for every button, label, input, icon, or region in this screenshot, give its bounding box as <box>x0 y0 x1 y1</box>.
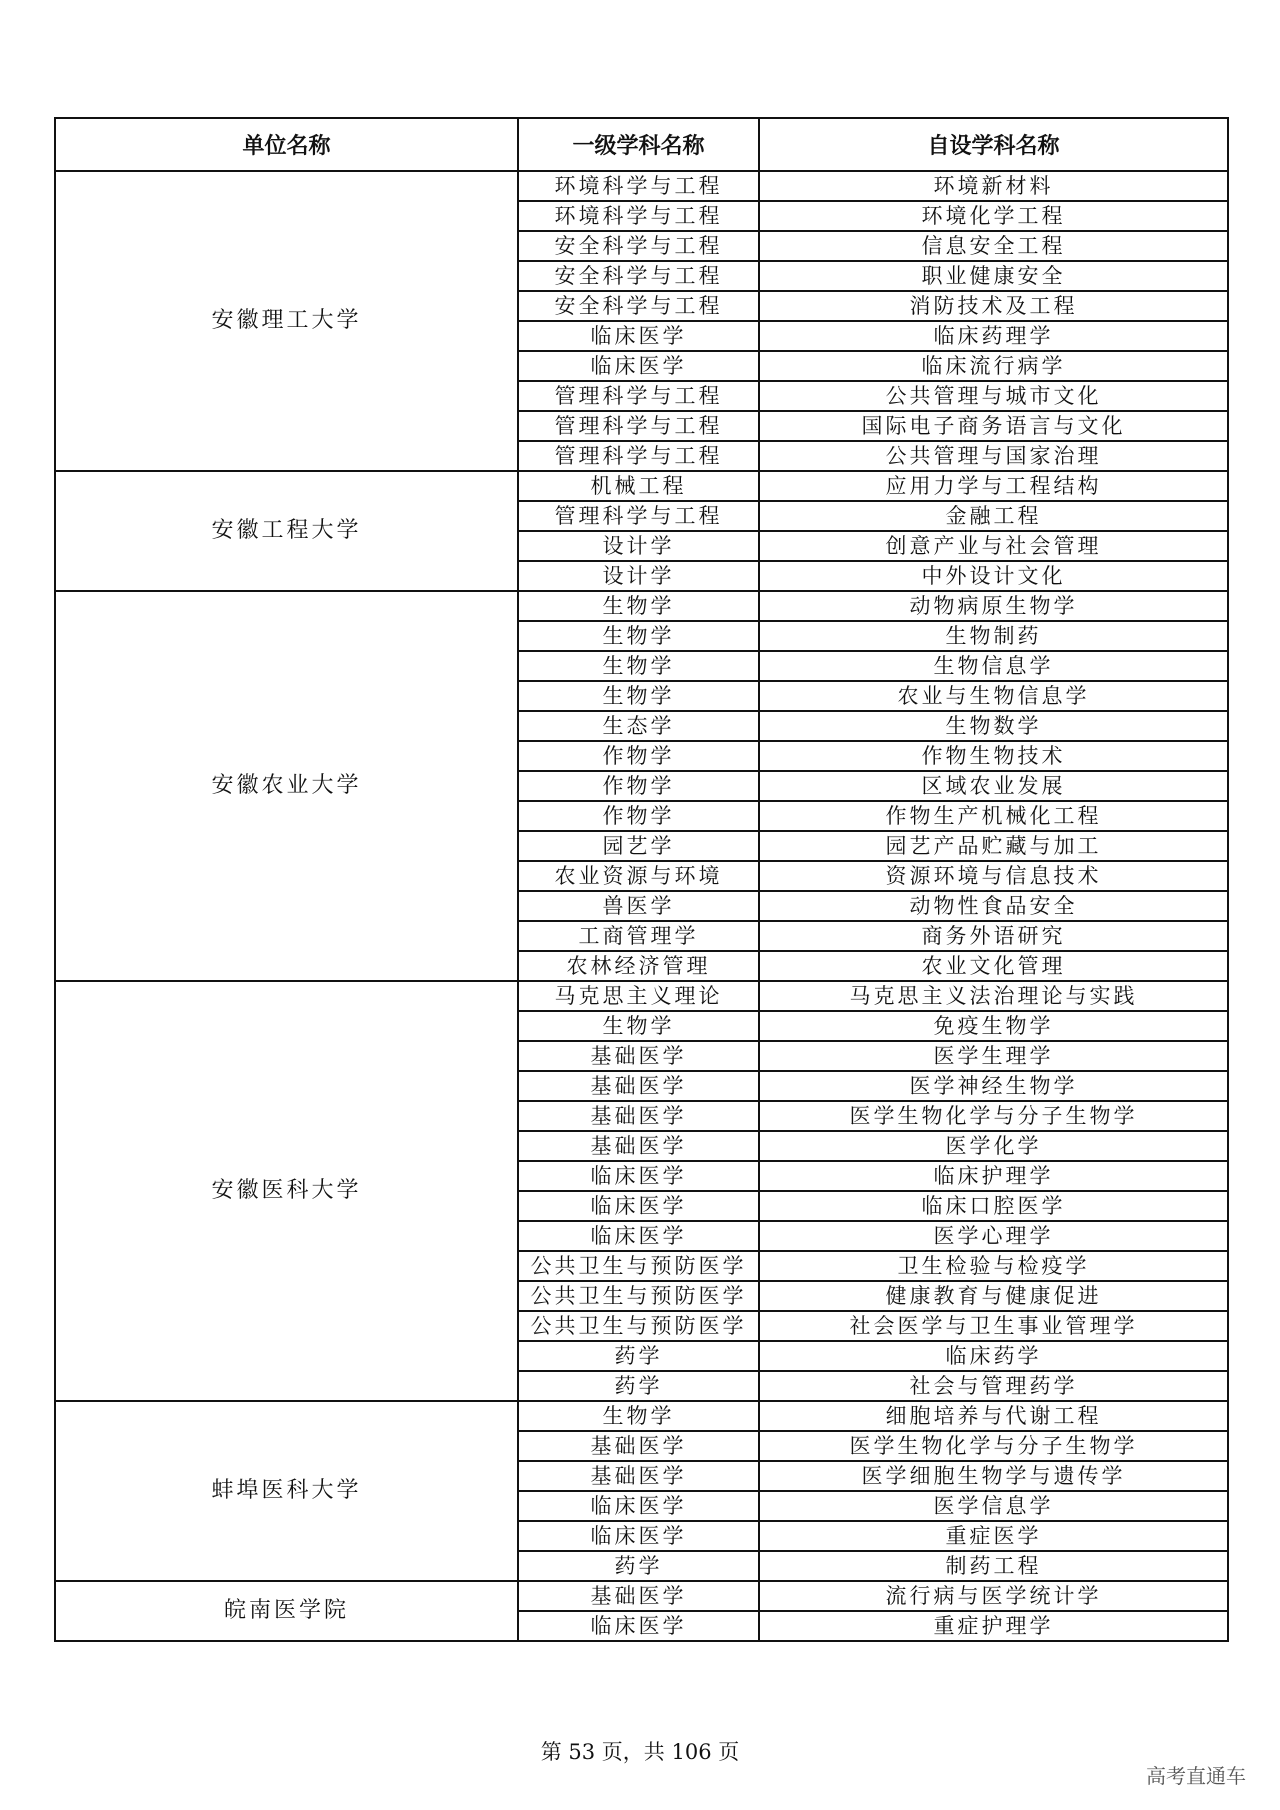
self-set-cell: 马克思主义法治理论与实践 <box>759 981 1228 1011</box>
first-level-cell: 生态学 <box>518 711 759 741</box>
self-set-cell: 农业文化管理 <box>759 951 1228 981</box>
self-set-cell: 公共管理与国家治理 <box>759 441 1228 471</box>
self-set-cell: 动物病原生物学 <box>759 591 1228 621</box>
first-level-cell: 基础医学 <box>518 1101 759 1131</box>
first-level-cell: 作物学 <box>518 771 759 801</box>
header-self-set: 自设学科名称 <box>759 118 1228 171</box>
self-set-cell: 信息安全工程 <box>759 231 1228 261</box>
first-level-cell: 设计学 <box>518 531 759 561</box>
self-set-cell: 商务外语研究 <box>759 921 1228 951</box>
self-set-cell: 生物数学 <box>759 711 1228 741</box>
first-level-cell: 管理科学与工程 <box>518 411 759 441</box>
self-set-cell: 健康教育与健康促进 <box>759 1281 1228 1311</box>
self-set-cell: 生物信息学 <box>759 651 1228 681</box>
first-level-cell: 临床医学 <box>518 1221 759 1251</box>
first-level-cell: 安全科学与工程 <box>518 231 759 261</box>
unit-name-cell: 皖南医学院 <box>55 1581 518 1641</box>
self-set-cell: 重症护理学 <box>759 1611 1228 1641</box>
self-set-cell: 作物生物技术 <box>759 741 1228 771</box>
first-level-cell: 公共卫生与预防医学 <box>518 1311 759 1341</box>
table-row <box>55 471 1228 501</box>
first-level-cell: 基础医学 <box>518 1131 759 1161</box>
table-row <box>55 1581 1228 1611</box>
self-set-cell: 免疫生物学 <box>759 1011 1228 1041</box>
self-set-cell: 临床口腔医学 <box>759 1191 1228 1221</box>
self-set-cell: 临床药学 <box>759 1341 1228 1371</box>
self-set-cell: 环境新材料 <box>759 171 1228 201</box>
self-set-cell: 卫生检验与检疫学 <box>759 1251 1228 1281</box>
first-level-cell: 临床医学 <box>518 351 759 381</box>
first-level-cell: 兽医学 <box>518 891 759 921</box>
unit-name-cell: 安徽农业大学 <box>55 591 518 981</box>
self-set-cell: 作物生产机械化工程 <box>759 801 1228 831</box>
self-set-cell: 医学生理学 <box>759 1041 1228 1071</box>
first-level-cell: 作物学 <box>518 801 759 831</box>
first-level-cell: 生物学 <box>518 621 759 651</box>
self-set-cell: 临床药理学 <box>759 321 1228 351</box>
header-unit: 单位名称 <box>55 118 518 171</box>
self-set-cell: 重症医学 <box>759 1521 1228 1551</box>
self-set-cell: 环境化学工程 <box>759 201 1228 231</box>
first-level-cell: 管理科学与工程 <box>518 441 759 471</box>
first-level-cell: 生物学 <box>518 1401 759 1431</box>
unit-name-cell: 安徽理工大学 <box>55 171 518 471</box>
first-level-cell: 临床医学 <box>518 321 759 351</box>
first-level-cell: 工商管理学 <box>518 921 759 951</box>
first-level-cell: 临床医学 <box>518 1161 759 1191</box>
self-set-cell: 医学信息学 <box>759 1491 1228 1521</box>
first-level-cell: 基础医学 <box>518 1581 759 1611</box>
self-set-cell: 动物性食品安全 <box>759 891 1228 921</box>
self-set-cell: 中外设计文化 <box>759 561 1228 591</box>
first-level-cell: 药学 <box>518 1371 759 1401</box>
self-set-cell: 生物制药 <box>759 621 1228 651</box>
self-set-cell: 职业健康安全 <box>759 261 1228 291</box>
table-row <box>55 591 1228 621</box>
self-set-cell: 资源环境与信息技术 <box>759 861 1228 891</box>
self-set-cell: 临床流行病学 <box>759 351 1228 381</box>
first-level-cell: 临床医学 <box>518 1491 759 1521</box>
first-level-cell: 管理科学与工程 <box>518 381 759 411</box>
first-level-cell: 生物学 <box>518 1011 759 1041</box>
self-set-cell: 临床护理学 <box>759 1161 1228 1191</box>
discipline-table <box>54 117 1229 1642</box>
first-level-cell: 临床医学 <box>518 1521 759 1551</box>
first-level-cell: 基础医学 <box>518 1041 759 1071</box>
self-set-cell: 医学化学 <box>759 1131 1228 1161</box>
watermark: 高考直通车 <box>1146 1764 1246 1788</box>
table-row <box>55 171 1228 201</box>
self-set-cell: 医学细胞生物学与遗传学 <box>759 1461 1228 1491</box>
self-set-cell: 医学神经生物学 <box>759 1071 1228 1101</box>
self-set-cell: 园艺产品贮藏与加工 <box>759 831 1228 861</box>
page-number: 第 53 页，共 106 页 <box>540 1740 740 1764</box>
table-row <box>55 981 1228 1011</box>
self-set-cell: 制药工程 <box>759 1551 1228 1581</box>
first-level-cell: 基础医学 <box>518 1431 759 1461</box>
first-level-cell: 公共卫生与预防医学 <box>518 1281 759 1311</box>
first-level-cell: 安全科学与工程 <box>518 291 759 321</box>
first-level-cell: 生物学 <box>518 591 759 621</box>
first-level-cell: 基础医学 <box>518 1071 759 1101</box>
first-level-cell: 农林经济管理 <box>518 951 759 981</box>
table-row <box>55 1401 1228 1431</box>
first-level-cell: 作物学 <box>518 741 759 771</box>
unit-name-cell: 安徽医科大学 <box>55 981 518 1401</box>
first-level-cell: 管理科学与工程 <box>518 501 759 531</box>
first-level-cell: 公共卫生与预防医学 <box>518 1251 759 1281</box>
first-level-cell: 临床医学 <box>518 1191 759 1221</box>
first-level-cell: 园艺学 <box>518 831 759 861</box>
first-level-cell: 临床医学 <box>518 1611 759 1641</box>
first-level-cell: 环境科学与工程 <box>518 201 759 231</box>
first-level-cell: 药学 <box>518 1341 759 1371</box>
self-set-cell: 区域农业发展 <box>759 771 1228 801</box>
first-level-cell: 设计学 <box>518 561 759 591</box>
self-set-cell: 医学生物化学与分子生物学 <box>759 1431 1228 1461</box>
self-set-cell: 医学心理学 <box>759 1221 1228 1251</box>
unit-name-cell: 安徽工程大学 <box>55 471 518 591</box>
self-set-cell: 医学生物化学与分子生物学 <box>759 1101 1228 1131</box>
self-set-cell: 社会与管理药学 <box>759 1371 1228 1401</box>
first-level-cell: 环境科学与工程 <box>518 171 759 201</box>
first-level-cell: 药学 <box>518 1551 759 1581</box>
self-set-cell: 创意产业与社会管理 <box>759 531 1228 561</box>
self-set-cell: 金融工程 <box>759 501 1228 531</box>
first-level-cell: 生物学 <box>518 681 759 711</box>
self-set-cell: 流行病与医学统计学 <box>759 1581 1228 1611</box>
self-set-cell: 应用力学与工程结构 <box>759 471 1228 501</box>
first-level-cell: 安全科学与工程 <box>518 261 759 291</box>
first-level-cell: 马克思主义理论 <box>518 981 759 1011</box>
first-level-cell: 生物学 <box>518 651 759 681</box>
self-set-cell: 国际电子商务语言与文化 <box>759 411 1228 441</box>
first-level-cell: 农业资源与环境 <box>518 861 759 891</box>
self-set-cell: 消防技术及工程 <box>759 291 1228 321</box>
self-set-cell: 细胞培养与代谢工程 <box>759 1401 1228 1431</box>
table-header-row <box>55 118 1228 171</box>
first-level-cell: 机械工程 <box>518 471 759 501</box>
header-first-level: 一级学科名称 <box>518 118 759 171</box>
unit-name-cell: 蚌埠医科大学 <box>55 1401 518 1581</box>
self-set-cell: 公共管理与城市文化 <box>759 381 1228 411</box>
self-set-cell: 农业与生物信息学 <box>759 681 1228 711</box>
self-set-cell: 社会医学与卫生事业管理学 <box>759 1311 1228 1341</box>
first-level-cell: 基础医学 <box>518 1461 759 1491</box>
